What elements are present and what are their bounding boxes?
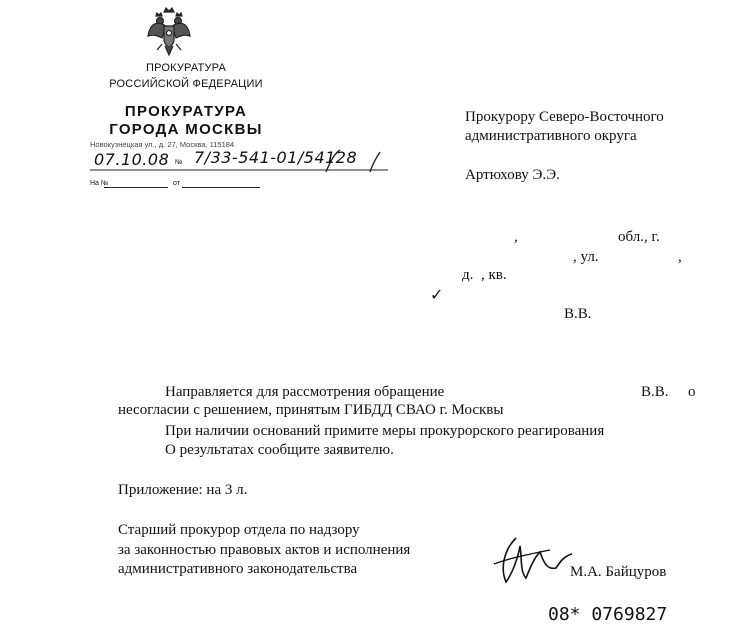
- reference-date-line: [182, 187, 260, 188]
- org-line-1: ПРОКУРАТУРА: [145, 62, 226, 74]
- body-paragraph-2: При наличии оснований примите меры прокурорского реагирования: [165, 423, 605, 439]
- body-paragraph-3: О результатах сообщите заявителю.: [165, 442, 394, 458]
- signer-title-line-3: административного законодательства: [118, 561, 358, 577]
- address-comma-2: ,: [678, 249, 682, 265]
- address-apartment: , кв.: [481, 267, 507, 283]
- address-street: , ул.: [573, 249, 599, 265]
- handwritten-signature: [490, 528, 580, 588]
- org-address: Новокузнецкая ул., д. 27, Москва, 115184: [90, 140, 235, 149]
- address-comma-1: ,: [514, 229, 518, 245]
- recipient-line-1: Прокурору Северо-Восточного: [465, 109, 664, 125]
- dept-line-2: ГОРОДА МОСКВЫ: [109, 121, 263, 138]
- attachment-note: Приложение: на 3 л.: [118, 482, 248, 498]
- recipient-name: Артюхову Э.Э.: [465, 167, 560, 183]
- reference-number-label: На №: [90, 180, 109, 187]
- org-line-2: РОССИЙСКОЙ ФЕДЕРАЦИИ: [109, 78, 263, 90]
- reference-date-label: от: [173, 180, 180, 187]
- recipient-line-2: административного округа: [465, 128, 637, 144]
- registration-number: 7/33-541-01/54128: [194, 148, 358, 167]
- address-house: д.: [462, 267, 474, 283]
- signer-title-line-1: Старший прокурор отдела по надзору: [118, 522, 360, 538]
- registration-date: 07.10.08: [94, 150, 170, 169]
- signer-title-line-2: за законностью правовых актов и исполнения: [118, 542, 411, 558]
- dept-line-1: ПРОКУРАТУРА: [124, 103, 248, 120]
- number-sign: №: [175, 159, 183, 166]
- serial-number: 08* 0769827: [548, 604, 668, 625]
- body-paragraph-1-line-2: несогласии с решением, принятым ГИБДД СВАО г. Москвы: [118, 402, 504, 418]
- address-region: обл., г.: [618, 229, 660, 245]
- body-paragraph-1-initials: В.В.: [641, 384, 669, 400]
- check-mark-icon: ✓: [430, 285, 444, 304]
- reference-number-line: [104, 187, 168, 188]
- signer-name: М.А. Байцуров: [570, 564, 667, 580]
- body-paragraph-1-start: Направляется для рассмотрения обращение: [165, 384, 445, 400]
- recipient-initials: В.В.: [564, 306, 592, 322]
- state-emblem-icon: [146, 6, 192, 58]
- body-paragraph-1-preposition: о: [688, 384, 696, 400]
